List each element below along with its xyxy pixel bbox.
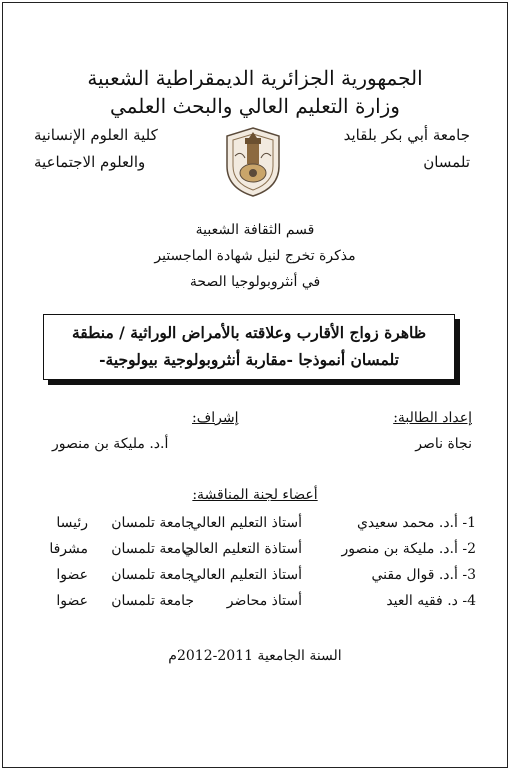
jury-row [0, 515, 510, 537]
republic-line: الجمهورية الجزائرية الديمقراطية الشعبية [87, 66, 423, 90]
prepared-by-label: إعداد الطالبة: [393, 410, 472, 426]
jury-member-rank: أستاذ التعليم العالي [190, 515, 302, 531]
jury-member-university: جامعة تلمسان [111, 515, 194, 531]
specialty: في أنثروبولوجيا الصحة [189, 274, 321, 290]
supervision-label: إشراف: [192, 410, 239, 426]
jury-member-name: 4- د. فقيه العيد [386, 593, 476, 609]
jury-member-university: جامعة تلمسان [111, 541, 194, 557]
jury-member-name: 2- أ.د. مليكة بن منصور [341, 541, 476, 557]
jury-member-name: 1- أ.د. محمد سعيدي [356, 515, 476, 531]
faculty-line-2: والعلوم الاجتماعية [34, 153, 146, 171]
department-name: قسم الثقافة الشعبية [195, 222, 315, 238]
jury-row [0, 593, 510, 615]
jury-member-rank: أستاذ محاضر [226, 593, 302, 609]
thesis-title-box [43, 314, 455, 380]
university-city: تلمسان [423, 153, 470, 171]
thesis-title-line-1: ظاهرة زواج الأقارب وعلاقته بالأمراض الوراثية / منطقة [71, 323, 427, 342]
university-name: جامعة أبي بكر بلقايد [343, 126, 470, 144]
university-logo-icon [221, 126, 285, 198]
jury-member-role: عضوا [56, 567, 88, 583]
jury-member-university: جامعة تلمسان [111, 593, 194, 609]
memo-type: مذكرة تخرج لنيل شهادة الماجستير [154, 248, 356, 264]
jury-member-name: 3- أ.د. قوال مقني [371, 567, 476, 583]
thesis-title-line-2: تلمسان أنموذجا -مقاربة أنثروبولوجية بيولوجية- [99, 350, 399, 369]
supervisor-name: أ.د. مليكة بن منصور [52, 436, 169, 452]
jury-member-university: جامعة تلمسان [111, 567, 194, 583]
academic-year: السنة الجامعية 2011-2012م [168, 648, 342, 664]
jury-row [0, 541, 510, 563]
faculty-line-1: كلية العلوم الإنسانية [34, 126, 158, 144]
jury-label: أعضاء لجنة المناقشة: [192, 487, 318, 503]
jury-member-role: عضوا [56, 593, 88, 609]
jury-member-role: رئيسا [56, 515, 88, 531]
jury-member-rank: أستاذ التعليم العالي [190, 567, 302, 583]
jury-member-rank: أستاذة التعليم العالي [183, 541, 302, 557]
jury-member-role: مشرفا [49, 541, 88, 557]
student-name: نجاة ناصر [415, 436, 472, 452]
jury-row [0, 567, 510, 589]
ministry-line: وزارة التعليم العالي والبحث العلمي [110, 94, 400, 118]
